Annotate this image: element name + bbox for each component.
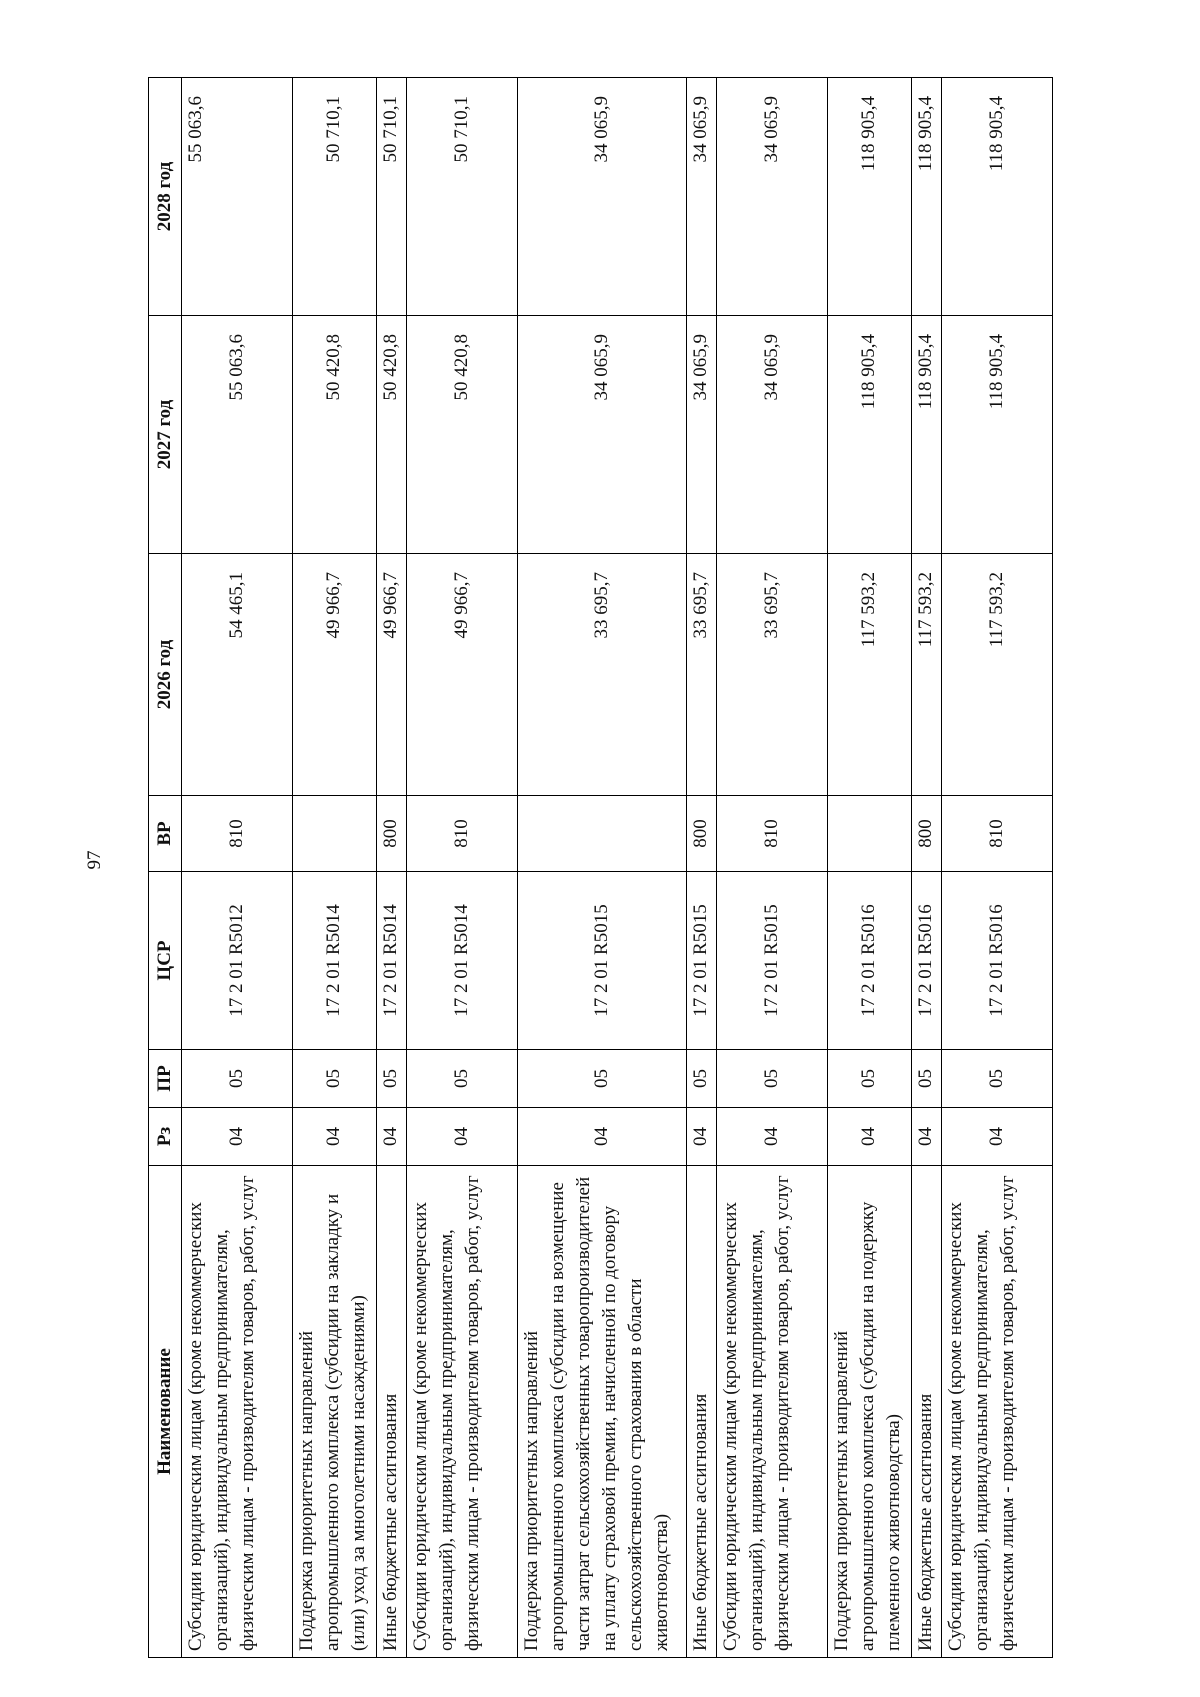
cell-vr: 810	[182, 796, 293, 872]
table-row	[941, 78, 1052, 1658]
cell-pr: 05	[911, 1050, 941, 1108]
cell-2026: 49 966,7	[406, 554, 517, 796]
cell-rz: 04	[406, 1108, 517, 1166]
page-number: 97	[84, 850, 105, 870]
cell-pr: 05	[376, 1050, 406, 1108]
table-row	[686, 78, 716, 1658]
cell-name: Иные бюджетные ассигнования	[376, 1166, 406, 1658]
cell-pr: 05	[517, 1050, 686, 1108]
cell-csr: 17 2 01 R5015	[517, 872, 686, 1050]
cell-pr: 05	[292, 1050, 376, 1108]
cell-pr: 05	[182, 1050, 293, 1108]
cell-rz: 04	[182, 1108, 293, 1166]
table-row	[911, 78, 941, 1658]
cell-csr: 17 2 01 R5014	[292, 872, 376, 1050]
cell-2028: 118 905,4	[827, 78, 911, 316]
cell-2026: 33 695,7	[716, 554, 827, 796]
cell-vr: 810	[406, 796, 517, 872]
cell-2026: 117 593,2	[941, 554, 1052, 796]
cell-rz: 04	[686, 1108, 716, 1166]
cell-vr	[517, 796, 686, 872]
table-row	[182, 78, 293, 1658]
cell-2027: 50 420,8	[292, 316, 376, 554]
cell-rz: 04	[716, 1108, 827, 1166]
cell-csr: 17 2 01 R5014	[406, 872, 517, 1050]
cell-vr: 810	[941, 796, 1052, 872]
cell-name: Поддержка приоритетных направлений агропромышленного комплекса (субсидии на возмещение части затрат сельскохозяйственных товаропроизводителей на уплату страховой премии, начисленной по договору сельскохозяйственного страхования в области животноводства)	[517, 1166, 686, 1658]
table-row	[716, 78, 827, 1658]
cell-pr: 05	[941, 1050, 1052, 1108]
cell-name: Иные бюджетные ассигнования	[911, 1166, 941, 1658]
table-area	[148, 78, 1053, 1658]
cell-vr: 810	[716, 796, 827, 872]
header-pr: ПР	[149, 1050, 182, 1108]
cell-2027: 55 063,6	[182, 316, 293, 554]
cell-2026: 49 966,7	[376, 554, 406, 796]
cell-2026: 117 593,2	[911, 554, 941, 796]
cell-vr	[827, 796, 911, 872]
table-row	[827, 78, 911, 1658]
header-rz: Рз	[149, 1108, 182, 1166]
cell-pr: 05	[686, 1050, 716, 1108]
cell-2028: 50 710,1	[376, 78, 406, 316]
cell-2027: 50 420,8	[376, 316, 406, 554]
cell-csr: 17 2 01 R5014	[376, 872, 406, 1050]
table-row	[292, 78, 376, 1658]
cell-csr: 17 2 01 R5015	[686, 872, 716, 1050]
cell-name: Субсидии юридическим лицам (кроме некоммерческих организаций), индивидуальным предпринимателям, физическим лицам - производителям товаров, работ, услуг	[716, 1166, 827, 1658]
cell-2028: 118 905,4	[941, 78, 1052, 316]
table-wrapper	[148, 78, 1053, 1658]
cell-2027: 34 065,9	[686, 316, 716, 554]
cell-rz: 04	[941, 1108, 1052, 1166]
cell-pr: 05	[406, 1050, 517, 1108]
cell-vr: 800	[376, 796, 406, 872]
cell-rz: 04	[376, 1108, 406, 1166]
budget-table	[148, 77, 1053, 1658]
cell-vr: 800	[686, 796, 716, 872]
table-row	[406, 78, 517, 1658]
table-row	[376, 78, 406, 1658]
cell-2028: 34 065,9	[686, 78, 716, 316]
cell-2026: 54 465,1	[182, 554, 293, 796]
header-2027: 2027 год	[149, 316, 182, 554]
cell-2027: 34 065,9	[517, 316, 686, 554]
cell-csr: 17 2 01 R5016	[941, 872, 1052, 1050]
cell-2027: 118 905,4	[827, 316, 911, 554]
table-row	[517, 78, 686, 1658]
header-vr: ВР	[149, 796, 182, 872]
cell-csr: 17 2 01 R5016	[911, 872, 941, 1050]
cell-name: Поддержка приоритетных направлений агропромышленного комплекса (субсидии на подержку племенного животноводства)	[827, 1166, 911, 1658]
cell-2027: 50 420,8	[406, 316, 517, 554]
header-2026: 2026 год	[149, 554, 182, 796]
cell-2028: 34 065,9	[716, 78, 827, 316]
cell-rz: 04	[911, 1108, 941, 1166]
header-name: Наименование	[149, 1166, 182, 1658]
cell-2028: 55 063,6	[182, 78, 293, 316]
cell-2026: 33 695,7	[686, 554, 716, 796]
table-header-row	[149, 78, 182, 1658]
cell-2026: 33 695,7	[517, 554, 686, 796]
cell-rz: 04	[517, 1108, 686, 1166]
cell-2027: 118 905,4	[911, 316, 941, 554]
header-csr: ЦСР	[149, 872, 182, 1050]
cell-name: Субсидии юридическим лицам (кроме некоммерческих организаций), индивидуальным предпринимателям, физическим лицам - производителям товаров, работ, услуг	[941, 1166, 1052, 1658]
cell-2027: 118 905,4	[941, 316, 1052, 554]
cell-csr: 17 2 01 R5015	[716, 872, 827, 1050]
cell-2027: 34 065,9	[716, 316, 827, 554]
cell-vr: 800	[911, 796, 941, 872]
cell-name: Поддержка приоритетных направлений агропромышленного комплекса (субсидии на закладку и (или) уход за многолетними насаждениями)	[292, 1166, 376, 1658]
cell-name: Субсидии юридическим лицам (кроме некоммерческих организаций), индивидуальным предпринимателям, физическим лицам - производителям товаров, работ, услуг	[406, 1166, 517, 1658]
cell-rz: 04	[827, 1108, 911, 1166]
cell-pr: 05	[716, 1050, 827, 1108]
cell-2026: 49 966,7	[292, 554, 376, 796]
header-2028: 2028 год	[149, 78, 182, 316]
cell-name: Иные бюджетные ассигнования	[686, 1166, 716, 1658]
cell-csr: 17 2 01 R5016	[827, 872, 911, 1050]
cell-2028: 34 065,9	[517, 78, 686, 316]
cell-csr: 17 2 01 R5012	[182, 872, 293, 1050]
cell-2028: 118 905,4	[911, 78, 941, 316]
cell-rz: 04	[292, 1108, 376, 1166]
cell-2026: 117 593,2	[827, 554, 911, 796]
cell-2028: 50 710,1	[406, 78, 517, 316]
cell-name: Субсидии юридическим лицам (кроме некоммерческих организаций), индивидуальным предпринимателям, физическим лицам - производителям товаров, работ, услуг	[182, 1166, 293, 1658]
cell-2028: 50 710,1	[292, 78, 376, 316]
cell-vr	[292, 796, 376, 872]
cell-pr: 05	[827, 1050, 911, 1108]
